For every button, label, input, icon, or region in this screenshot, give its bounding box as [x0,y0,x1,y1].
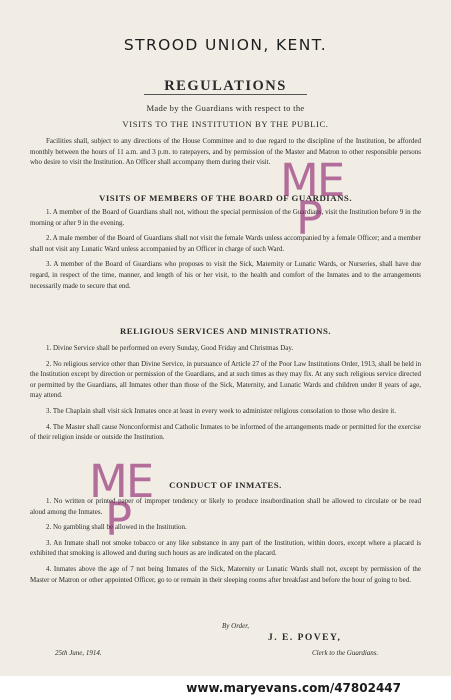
heading-underline [144,94,307,95]
conduct-paragraph-4: 4. Inmates above the age of 7 not being Inmates of the Sick, Maternity or Lunatic Wards shall not, except by permission of the Master or Matron or other appointed Officer, go to or remain in their sleeping rooms after breakfast and before the hour of going to bed. [30,564,421,584]
document-title: STROOD UNION, KENT. [123,36,328,54]
religious-paragraph-2: 2. No religious service other than Divine Service, in pursuance of Article 27 of the Poor Law Institutions Order, 1913, shall be held in the Institution except by direction or permission of the Guardians, and at such times as they may fix. At any such religious service directed or permitted by the Guardians, all Inmates other than those of the Sick, Maternity, and Lunatic Wards and children under 8 years of age, may attend. [30,359,421,400]
intro-paragraph: Facilities shall, subject to any directions of the House Committee and to due regard to the discipline of the Institution, be afforded monthly between the hours of 11 a.m. and 3 p.m. to ratepayers, and by permission of the Master and Matron to other responsible persons who desire to visit the Institution. An Officer shall accompany them during their visit. [30,137,421,167]
intro-paragraph-block [30,136,421,168]
image-credit-url[interactable]: www.maryevans.com/47802447 [186,681,401,695]
watermark-top-line1: ME [280,154,344,207]
section-heading-religious: RELIGIOUS SERVICES AND MINISTRATIONS. [119,326,332,336]
section-heading-conduct: CONDUCT OF INMATES. [169,480,282,490]
signatory-title: Clerk to the Guardians. [312,649,379,657]
visits-title: VISITS TO THE INSTITUTION BY THE PUBLIC. [122,119,329,129]
conduct-paragraph-2: 2. No gambling shall be allowed in the Institution. [46,523,187,532]
section-conduct-paragraphs [30,493,421,585]
board-paragraph-3: 3. A member of the Board of Guardians who proposes to visit the Sick, Maternity or Lunatic Wards, or Nurseries, shall have due regard, in respect of the time, manner, and length of his or her visit, to the health and comfort of the Inmates and to the arrangements necessarily made to secure that end. [30,260,421,290]
section-board-paragraphs [30,207,421,291]
document-date: 25th June, 1914. [55,649,102,657]
board-paragraph-2: 2. A male member of the Board of Guardians shall not visit the female Wards unless accompanied by a female Officer; and a member shall not visit any Lunatic Ward unless accompanied by an Officer in charge of such Ward. [30,234,421,253]
religious-paragraph-4: 4. The Master shall cause Nonconformist and Catholic Inmates to be informed of the arrangements made or permitted for the exercise of their religion inside or outside the Institution. [30,422,421,442]
section-religious-paragraphs [30,343,421,443]
section-heading-board: VISITS OF MEMBERS OF THE BOARD OF GUARDIANS. [98,193,353,203]
conduct-paragraph-1: 1. No written or printed paper of improper tendency or likely to produce insubordination shall be allowed to circulate or be read aloud among the Inmates. [30,497,421,516]
by-order-line: By Order, [222,622,249,630]
regulations-heading: REGULATIONS [164,78,287,94]
religious-paragraph-3: 3. The Chaplain shall visit sick Inmates once at least in every week to administer religious consolation to those who desire it. [46,406,396,415]
watermark-top-line2: P [296,192,322,245]
credit-bar [0,676,451,700]
signatory-name: J. E. POVEY, [268,633,342,643]
made-by-line: Made by the Guardians with respect to the [146,103,305,113]
conduct-paragraph-3: 3. An Inmate shall not smoke tobacco or any like substance in any part of the Institution, within doors, except where a placard is exhibited that smoking is allowed and during such hours as are indicated on the placard. [30,538,421,558]
watermark-bottom-line1: ME [89,455,153,508]
watermark-bottom-line2: P [105,493,131,546]
religious-paragraph-1: 1. Divine Service shall be performed on every Sunday, Good Friday and Christmas Day. [46,344,294,352]
board-paragraph-1: 1. A member of the Board of Guardians shall not, without the special permission of the Guardians, visit the Institution before 9 in the morning or after 9 in the evening. [30,208,421,227]
